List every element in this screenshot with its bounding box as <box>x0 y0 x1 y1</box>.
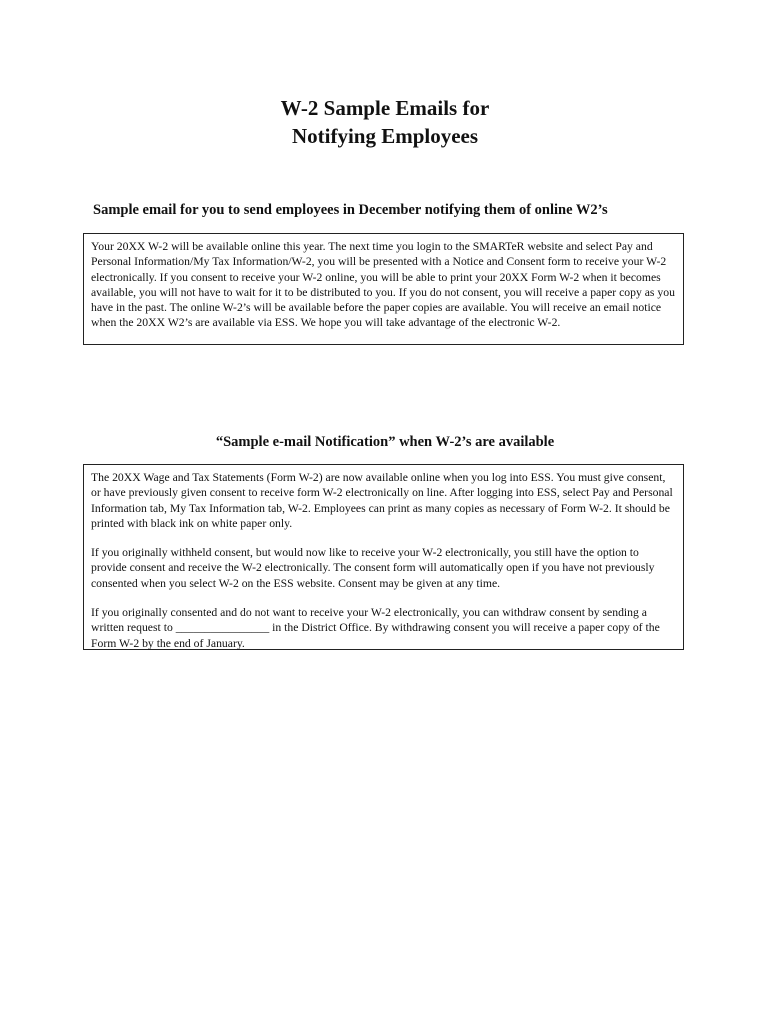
notification-email-box <box>83 464 684 650</box>
december-email-body: Your 20XX W-2 will be available online this year. The next time you login to the SMARTeR website and select Pay and Personal Information/My Tax Information/W-2, you will be presented with a Notice and Consent form to receive your W-2 electronically. If you consent to receive your W-2 online, you will be able to print your 20XX Form W-2 when it becomes available, you will not have to wait for it to be distributed to you. If you do not consent, you will receive a paper copy as you have in the past. The online W-2’s will be available before the paper copies are available. You will receive an email notice when the 20XX W2’s are available via ESS. We hope you will take advantage of the electronic W-2. <box>91 240 675 330</box>
document-title-line-1: W-2 Sample Emails for <box>280 96 490 120</box>
notification-paragraph-1: The 20XX Wage and Tax Statements (Form W-2) are now available online when you log into ESS. You must give consent, or have previously given consent to receive form W-2 electronically on line. After logging into ESS, select Pay and Personal Information tab, My Tax Information tab, W-2. Employees can print as many copies as necessary of Form W-2. It should be printed with black ink on white paper only. <box>91 471 673 530</box>
notification-email-heading: “Sample e-mail Notification” when W-2’s are available <box>215 434 555 450</box>
december-email-heading: Sample email for you to send employees in December notifying them of online W2’s <box>93 202 608 218</box>
document-title-line-2: Notifying Employees <box>291 124 479 148</box>
december-email-box <box>83 233 684 345</box>
notification-paragraph-3: If you originally consented and do not want to receive your W-2 electronically, you can withdraw consent by sending a written request to ________________ in the District Office. By withdrawing consent you will receive a paper copy of the Form W-2 by the end of January. <box>91 606 660 650</box>
notification-paragraph-2: If you originally withheld consent, but would now like to receive your W-2 electronically, you still have the option to provide consent and receive the W-2 electronically. The consent form will automatically open if you have not previously consented when you select W-2 on the ESS website. Consent may be given at any time. <box>91 546 655 590</box>
